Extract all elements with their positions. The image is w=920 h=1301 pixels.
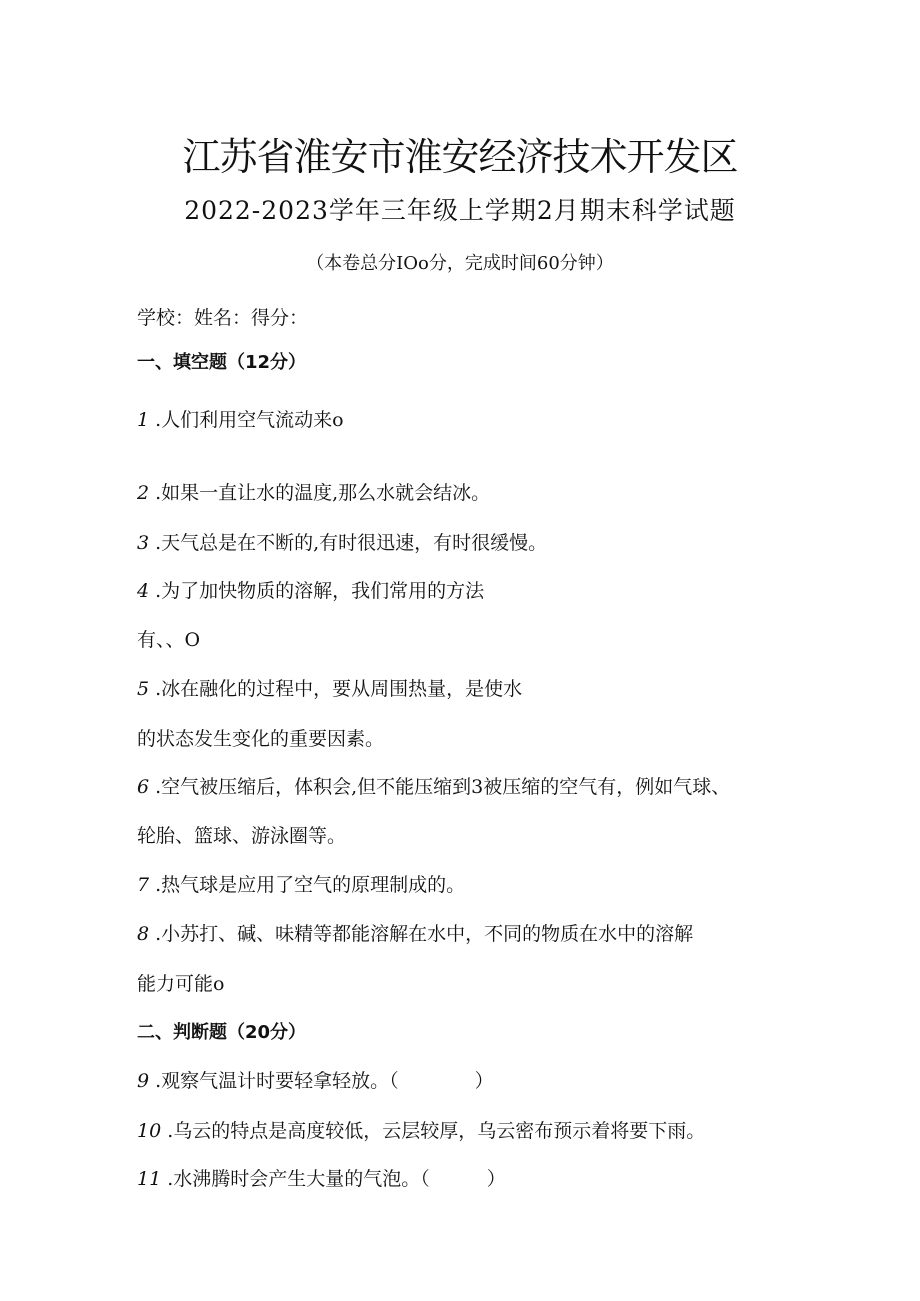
- question-3: [137, 529, 547, 557]
- question-text: .空气被压缩后，体积会,但不能压缩到3被压缩的空气有，例如气球、: [155, 776, 731, 798]
- question-number: 5: [137, 678, 150, 700]
- section2-heading: 二、判断题（20分）: [137, 1022, 307, 1043]
- question-number: 10: [137, 1120, 162, 1142]
- question-text: .人们利用空气流动来o: [155, 409, 344, 431]
- question-4-continuation: 有、、O: [137, 629, 201, 651]
- question-text: .为了加快物质的溶解，我们常用的方法: [155, 580, 485, 602]
- question-5-continuation: 的状态发生变化的重要因素。: [137, 728, 385, 750]
- question-8: [137, 920, 693, 948]
- question-4: [137, 577, 484, 605]
- question-text: .如果一直让水的温度,那么水就会结冰。: [155, 482, 491, 504]
- exam-title-line2: 2022-2023学年三年级上学期2月期末科学试题: [184, 196, 736, 225]
- question-9: [137, 1067, 494, 1095]
- question-number: 11: [137, 1168, 162, 1190]
- exam-score-time-note: （本卷总分IOo分，完成时间60分钟）: [306, 253, 614, 274]
- question-8-continuation: 能力可能o: [137, 973, 225, 995]
- question-number: 6: [137, 776, 150, 798]
- question-text: .水沸腾时会产生大量的气泡。（ ）: [167, 1168, 506, 1190]
- question-7: [137, 871, 465, 899]
- question-text: .天气总是在不断的,有时很迅速，有时很缓慢。: [155, 532, 548, 554]
- question-number: 8: [137, 923, 150, 945]
- question-10: [137, 1117, 705, 1145]
- question-1: [137, 406, 344, 434]
- question-2: [137, 479, 490, 507]
- question-number: 7: [137, 874, 150, 896]
- question-11: [137, 1165, 506, 1193]
- exam-title-line1: 江苏省淮安市淮安经济技术开发区: [182, 135, 738, 179]
- question-number: 1: [137, 409, 150, 431]
- question-text: .小苏打、碱、味精等都能溶解在水中，不同的物质在水中的溶解: [155, 923, 694, 945]
- question-number: 9: [137, 1070, 150, 1092]
- question-number: 4: [137, 580, 150, 602]
- question-5: [137, 675, 522, 703]
- section1-heading: 一、填空题（12分）: [137, 352, 307, 373]
- question-number: 3: [137, 532, 150, 554]
- question-6: [137, 773, 730, 801]
- student-info-line: 学校：姓名：得分：: [137, 307, 309, 329]
- question-text: .冰在融化的过程中，要从周围热量，是使水: [155, 678, 523, 700]
- question-text: .热气球是应用了空气的原理制成的。: [155, 874, 466, 896]
- question-text: .观察气温计时要轻拿轻放。（ ）: [155, 1070, 494, 1092]
- question-6-continuation: 轮胎、篮球、游泳圈等。: [137, 825, 347, 847]
- question-number: 2: [137, 482, 150, 504]
- question-text: .乌云的特点是高度较低，云层较厚，乌云密布预示着将要下雨。: [167, 1120, 706, 1142]
